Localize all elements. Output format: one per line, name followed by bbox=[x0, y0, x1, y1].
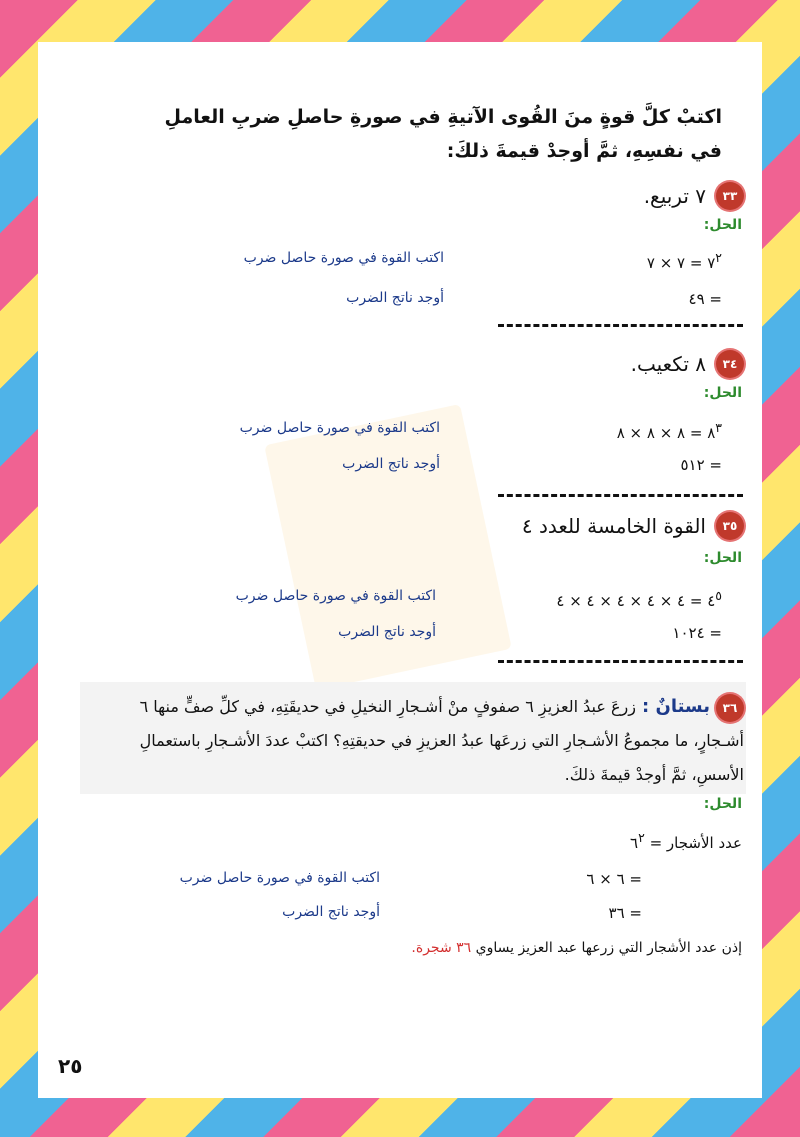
question-35-header bbox=[522, 512, 744, 540]
question-number-badge: ٣٦ bbox=[716, 694, 744, 722]
question-number-badge: ٣٤ bbox=[716, 350, 744, 378]
solution-label: الحل: bbox=[703, 217, 742, 233]
note-product-form: اكتب القوة في صورة حاصل ضرب bbox=[239, 420, 440, 436]
question-title: ٧ تربيع. bbox=[643, 184, 706, 208]
note-find-result: أوجد ناتج الضرب bbox=[338, 624, 436, 640]
equation-result: = ٣٦ bbox=[608, 904, 642, 922]
question-33-header bbox=[644, 182, 744, 210]
conclusion-text: إذن عدد الأشجار التي زرعها عبد العزيز يساوي bbox=[475, 940, 742, 956]
equation-result: = ٥١٢ bbox=[680, 456, 722, 474]
page-number: ٢٥ bbox=[58, 1054, 83, 1078]
problem-statement: زرعَ عبدُ العزيزِ ٦ صفوفٍ منْ أشـجارِ النخيلِ في حديقَتِهِ، في كلِّ صفٍّ منها ٦ أشـجارٍ، ما مجموعُ الأشـجارِ التي زرعَها عبدُ العزيزِ في حديقتِهِ؟ اكتبْ عددَ الأشـجارِ باستعمالِ الأسسِ، ثمَّ أوجدْ قيمةَ ذلكَ. bbox=[139, 697, 744, 784]
note-find-result: أوجد ناتج الضرب bbox=[282, 904, 380, 920]
separator bbox=[498, 324, 743, 327]
solution-label: الحل: bbox=[703, 796, 742, 812]
equation-power: $٧^٢$ = ٧ × ٧ bbox=[646, 250, 722, 272]
equation-power: $٤^٥$ = ٤ × ٤ × ٤ × ٤ × ٤ bbox=[556, 588, 722, 610]
question-number-badge: ٣٥ bbox=[716, 512, 744, 540]
question-36-text bbox=[94, 690, 744, 792]
equation-power: $٨^٣$ = ٨ × ٨ × ٨ bbox=[616, 420, 722, 442]
page bbox=[38, 42, 762, 1098]
note-product-form: اكتب القوة في صورة حاصل ضرب bbox=[235, 588, 436, 604]
separator bbox=[498, 660, 743, 663]
watermark-logo bbox=[264, 404, 512, 690]
solution-label: الحل: bbox=[703, 550, 742, 566]
instructions: اكتبْ كلَّ قوةٍ منَ القُوى الآتيةِ في صورةِ حاصلِ ضربِ العاملِ في نفسِهِ، ثمَّ أوجدْ قيمةَ ذلكَ: bbox=[164, 106, 722, 162]
conclusion-answer: ٣٦ شجرة. bbox=[411, 940, 472, 956]
question-title: ٨ تكعيب. bbox=[630, 352, 706, 376]
separator bbox=[498, 494, 743, 497]
equation-result: = ٤٩ bbox=[688, 290, 722, 308]
solution-label: الحل: bbox=[703, 385, 742, 401]
note-find-result: أوجد ناتج الضرب bbox=[346, 290, 444, 306]
question-34-header bbox=[631, 350, 744, 378]
question-number-badge: ٣٣ bbox=[716, 182, 744, 210]
equation-power: = ٦ × ٦ bbox=[586, 870, 642, 888]
problem-keyword: بستانٌ : bbox=[641, 696, 710, 717]
note-product-form: اكتب القوة في صورة حاصل ضرب bbox=[243, 250, 444, 266]
note-product-form: اكتب القوة في صورة حاصل ضرب bbox=[179, 870, 380, 886]
equation-result: = ١٠٢٤ bbox=[672, 624, 722, 642]
question-title: القوة الخامسة للعدد ٤ bbox=[521, 514, 706, 538]
conclusion bbox=[411, 940, 742, 956]
equation-trees-power: عدد الأشجار = $٦^٢$ bbox=[630, 830, 742, 852]
note-find-result: أوجد ناتج الضرب bbox=[342, 456, 440, 472]
